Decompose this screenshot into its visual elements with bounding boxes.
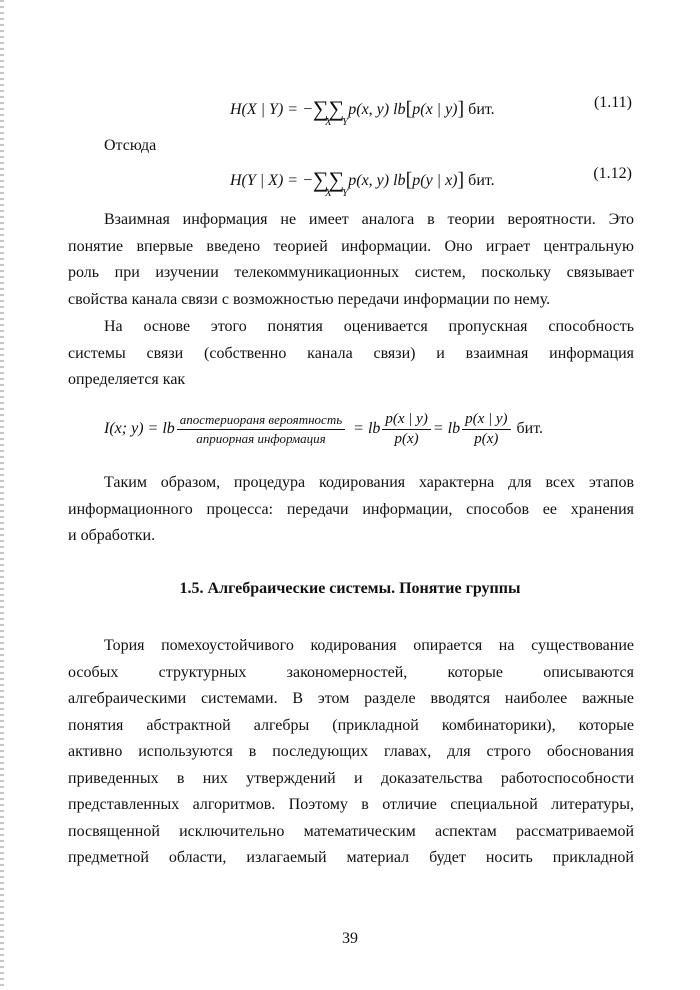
mutual-information-formula (104, 405, 543, 453)
text-line: информационного процесса: передачи информации, способов ее хранения (68, 500, 634, 518)
sum-symbol: ∑ (328, 96, 345, 121)
formula-unit: бит. (516, 420, 544, 437)
equation-1-12-body (230, 165, 495, 191)
equation-number: (1.12) (593, 165, 632, 182)
eq-term: p(x, y) lb (348, 172, 406, 189)
fraction-numerator: p(x | y) (382, 411, 430, 430)
text-line: На основе этого понятия оценивается пропускная способность (104, 318, 634, 335)
formula-equals-lb: = lb (353, 420, 381, 437)
left-bracket: [ (405, 169, 413, 191)
equation-number: (1.11) (593, 94, 632, 111)
fraction-denominator: априорная информация (196, 430, 326, 446)
text-line: понятие впервые введено теорией информации. Оно играет центральную (68, 237, 634, 255)
sum-subscript: Y (342, 187, 349, 199)
right-bracket: ] (457, 98, 465, 120)
page-edge-dots (0, 0, 4, 990)
section-heading: 1.5. Алгебраические системы. Понятие группы (179, 580, 521, 597)
formula-equals-lb: = lb (432, 420, 461, 437)
paragraph-definition-intro (68, 314, 634, 394)
sum-subscript: X (325, 187, 332, 199)
page-number: 39 (342, 930, 358, 947)
text-line: активно используются в последующих главах, для строго обоснования (68, 743, 634, 760)
text-line: системы связи (собственно канала связи) и взаимная информация (68, 344, 634, 362)
text-line: и обработки. (68, 527, 156, 544)
equation-1-11-body (230, 94, 495, 120)
paragraph-mutual-information (68, 207, 634, 313)
paragraph-coding-procedure (68, 470, 634, 550)
fraction-probability (462, 411, 510, 448)
text-line: предметной области, излагаемый материал будет носить прикладной (68, 849, 634, 866)
text-line: определяется как (68, 371, 186, 388)
text-line: понятия абстрактной алгебры (прикладной комбинаторики), которые (68, 716, 634, 734)
sum-symbol: ∑ (312, 96, 329, 121)
sum-subscript: X (325, 116, 332, 128)
text-line: Взаимная информация не имеет аналога в теории вероятности. Это (104, 211, 634, 228)
eq-term: p(x, y) lb (348, 101, 406, 118)
right-bracket: ] (457, 169, 465, 191)
eq-lhs: H(X | Y) = − (230, 101, 313, 118)
text-line: представленных алгоритмов. Поэтому в отличие специальной литературы, (68, 796, 634, 813)
text-line: посвященной исключительно математическим аспектам рассматриваемой (68, 822, 634, 840)
text-line: Таким образом, процедура кодирования характерна для всех этапов (104, 474, 634, 491)
sum-subscript: Y (342, 116, 349, 128)
sum-symbol: ∑ (312, 167, 329, 192)
eq-arg: p(y | x) (412, 172, 458, 189)
sum-symbol: ∑ (328, 167, 345, 192)
text-line: Тория помехоустойчивого кодирования опирается на существование (104, 637, 634, 654)
eq-unit: бит. (468, 172, 495, 189)
fraction-denominator: p(x) (394, 430, 419, 447)
left-bracket: [ (405, 98, 413, 120)
eq-lhs: H(Y | X) = − (230, 172, 313, 189)
fraction-aposteriori (177, 412, 345, 447)
text-line: свойства канала связи с возможностью передачи информации по нему. (68, 290, 551, 308)
text-line: роль при изучении телекоммуникационных систем, поскольку связывает (68, 264, 634, 281)
text-line: особых структурных закономерностей, которые описываются (68, 663, 634, 681)
otsyuda-label: Отсюда (104, 137, 157, 154)
paragraph-coding-theory (68, 633, 634, 872)
text-line: приведенных в них утверждений и доказательства работоспособности (68, 769, 634, 787)
formula-lhs: I(x; y) = lb (104, 420, 175, 437)
equation-1-12 (0, 165, 700, 205)
eq-unit: бит. (468, 101, 495, 118)
fraction-probability (382, 411, 430, 448)
equation-1-11 (0, 94, 700, 134)
fraction-numerator: апостериораня вероятность (177, 412, 345, 430)
eq-arg: p(x | y) (412, 101, 458, 118)
text-line: алгебраическими системами. В этом разделе вводятся наиболее важные (68, 690, 634, 707)
fraction-denominator: p(x) (474, 430, 499, 447)
fraction-numerator: p(x | y) (462, 411, 510, 430)
